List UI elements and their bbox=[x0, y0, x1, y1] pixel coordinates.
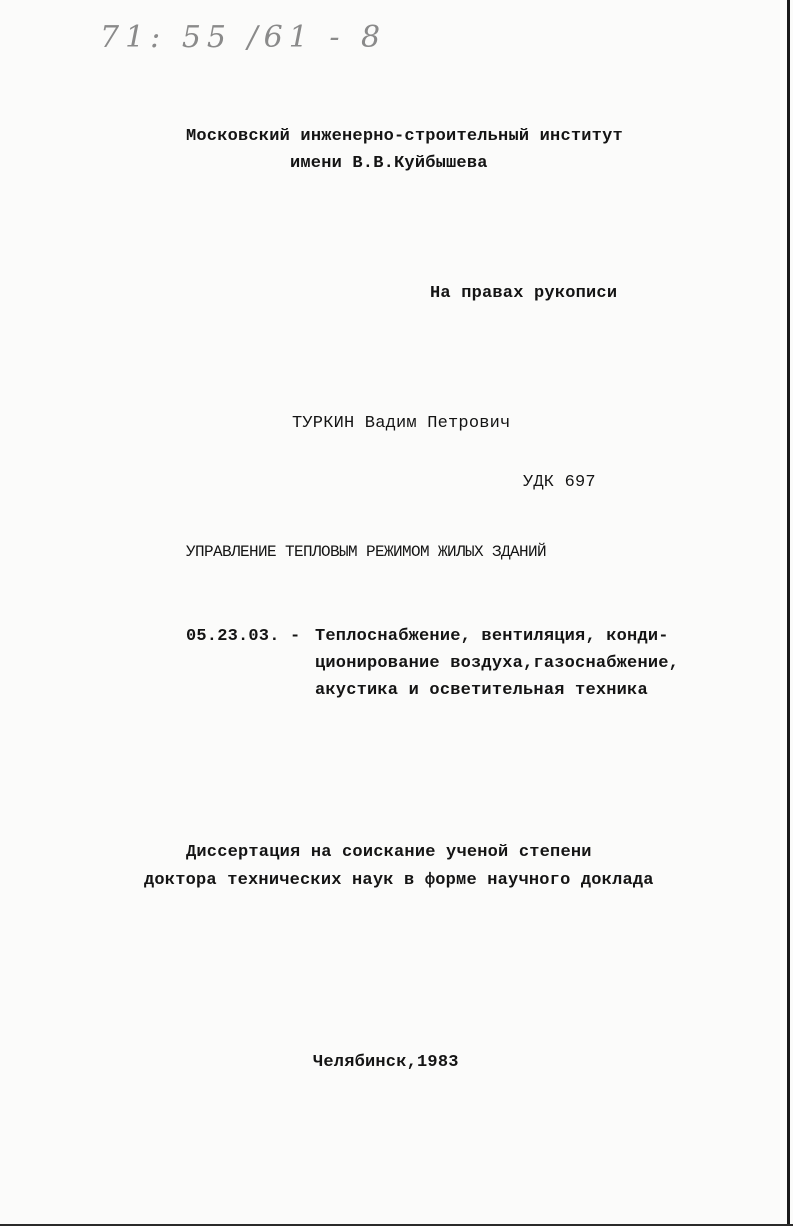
author-name: ТУРКИН Вадим Петрович bbox=[292, 414, 511, 433]
specialty-line-1: Теплоснабжение, вентиляция, конди- bbox=[315, 627, 669, 646]
archive-handwritten-mark: 71: 55 /61 - 8 bbox=[100, 20, 387, 55]
place-and-year: Челябинск,1983 bbox=[313, 1053, 459, 1072]
manuscript-rights: На правах рукописи bbox=[430, 284, 618, 303]
dissertation-title: УПРАВЛЕНИЕ ТЕПЛОВЫМ РЕЖИМОМ ЖИЛЫХ ЗДАНИЙ bbox=[186, 543, 547, 561]
degree-line-1: Диссертация на соискание ученой степени bbox=[186, 843, 592, 862]
page-edge-right bbox=[787, 0, 790, 1226]
specialty-code: 05.23.03. - bbox=[186, 627, 301, 646]
udc-code: УДК 697 bbox=[523, 473, 596, 492]
institution-line-1: Московский инженерно-строительный институт bbox=[186, 127, 623, 146]
specialty-line-2: ционирование воздуха,газоснабжение, bbox=[315, 654, 680, 673]
institution-line-2: имени В.В.Куйбышева bbox=[290, 154, 488, 173]
specialty-line-3: акустика и осветительная техника bbox=[315, 681, 648, 700]
degree-line-2: доктора технических наук в форме научного доклада bbox=[144, 871, 654, 890]
